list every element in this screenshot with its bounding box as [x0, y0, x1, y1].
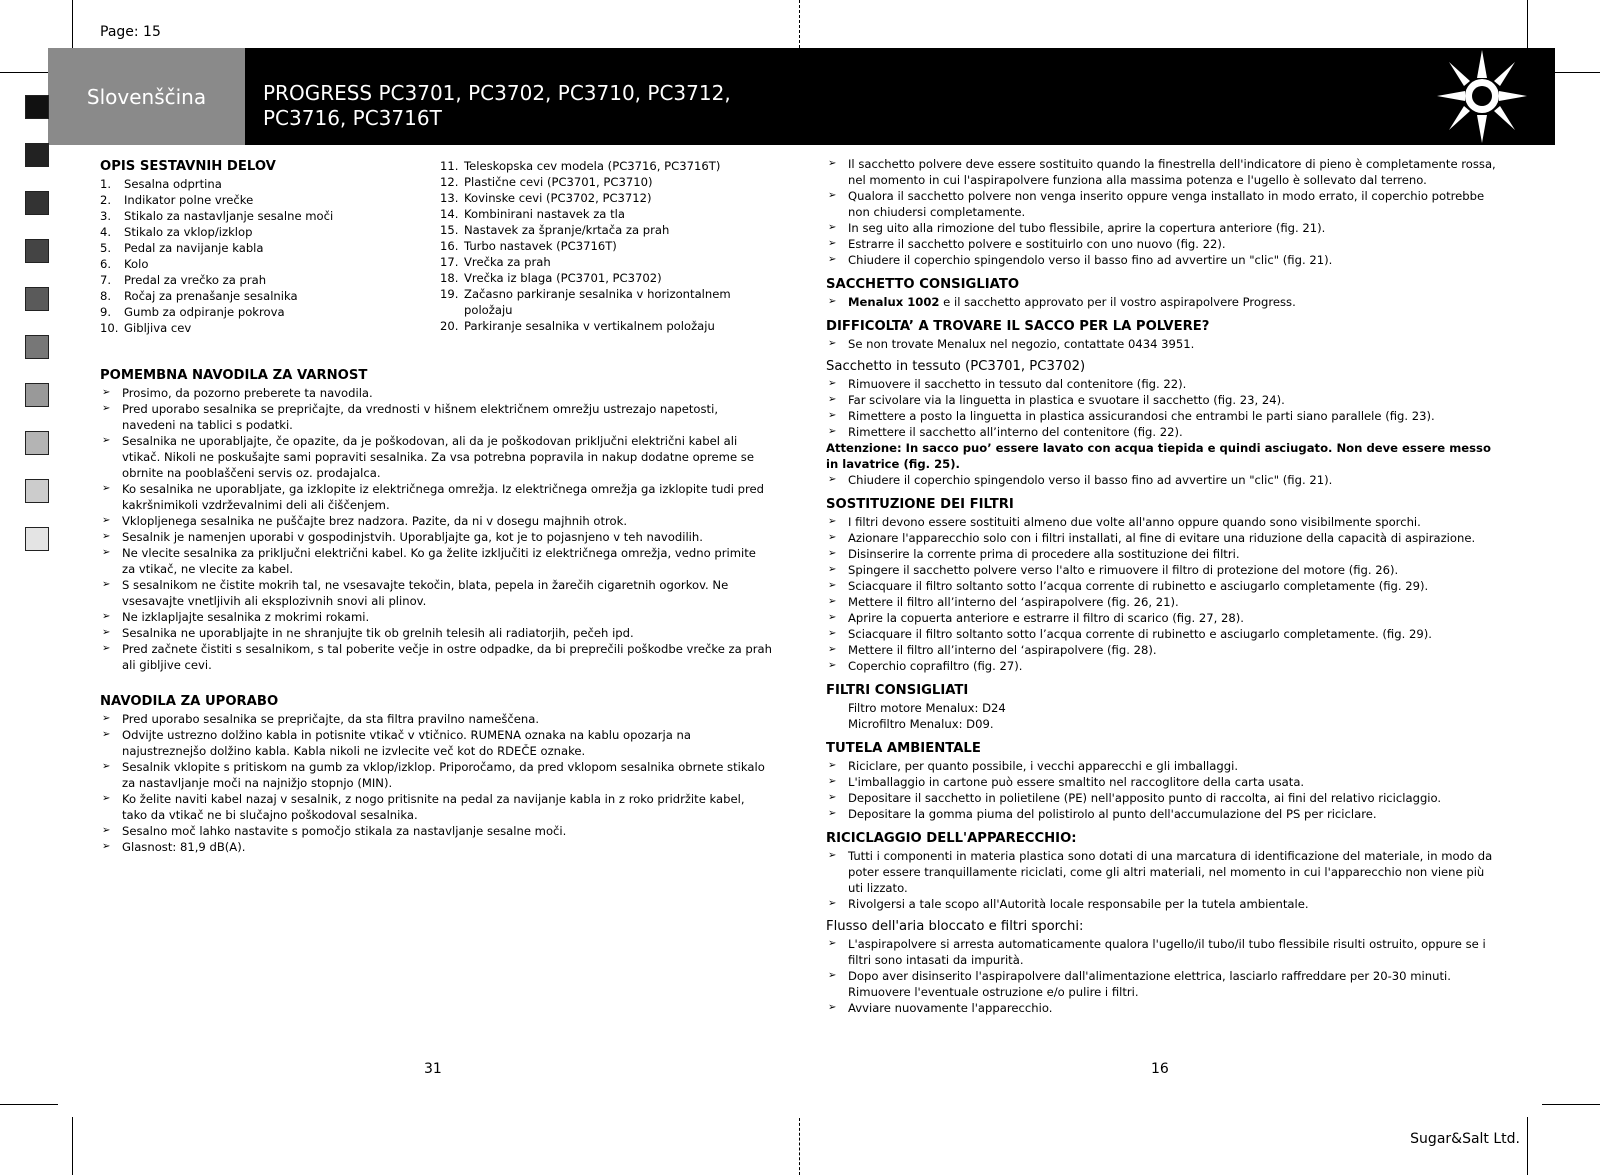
item-text: Gibljiva cev: [124, 321, 192, 335]
item-text: Ročaj za prenašanje sesalnika: [124, 289, 298, 303]
page-number-left: 31: [424, 1061, 442, 1077]
item-number: 4.: [100, 225, 112, 239]
color-swatch: [25, 335, 49, 359]
item-number: 20.: [440, 319, 459, 333]
bullet-item: ➢ Dopo aver disinserito l'aspirapolvere dall'alimentazione elettrica, lasciarlo raffreddare per 20-30 minuti. Rimuovere l'eventuale ostruzione e/o pulire i filtri.: [826, 968, 1496, 1000]
section-heading: OPIS SESTAVNIH DELOV: [100, 159, 276, 174]
bullet-list: [826, 336, 1496, 352]
color-swatch: [25, 431, 49, 455]
bullet-item: ➢ S sesalnikom ne čistite mokrih tal, ne vsesavajte tekočin, blata, pepela in žarečih cigaretnih ogorkov. Ne vsesavajte vnetljivih ali eksplozivnih snovi ali plinov.: [100, 577, 772, 609]
bag-text: e il sacchetto approvato per il vostro aspirapolvere Progress.: [939, 295, 1296, 309]
bullet-item: ➢ Depositare il sacchetto in polietilene (PE) nell'apposito punto di raccolta, ai fini del relativo riciclaggio.: [826, 790, 1496, 806]
item-text: Stikalo za nastavljanje sesalne moči: [124, 209, 334, 223]
bullet-item: ➢ Tutti i componenti in materia plastica sono dotati di una marcatura di identificazione del materiale, in modo da poter essere tranquillamente riciclati, come gli altri materiali, nel momento in cui l'apparecchio non viene più uti lizzato.: [826, 848, 1496, 896]
language-text: Slovenščina: [86, 84, 207, 109]
bullet-item: ➢ Ko sesalnika ne uporabljate, ga izklopite iz električnega omrežja. Iz električnega omrežja ga izklopite tudi pred kakršnimikoli vzdrževalnimi deli ali čiščenjem.: [100, 481, 772, 513]
bullet-item: ➢ Pred uporabo sesalnika se prepričajte, da vrednosti v hišnem električnem omrežju ustrezajo napetosti, navedeni na tablici s podatki.: [100, 401, 772, 433]
crop-mark: [0, 1104, 58, 1105]
section-heading: DIFFICOLTA’ A TROVARE IL SACCO PER LA POLVERE?: [826, 319, 1210, 334]
section-heading: POMEMBNA NAVODILA ZA VARNOST: [100, 368, 368, 383]
color-swatch: [25, 287, 49, 311]
bullet-item: [826, 294, 1496, 310]
list-item: [100, 256, 440, 272]
item-number: 9.: [100, 305, 112, 319]
list-item: [100, 240, 440, 256]
item-text: Kombinirani nastavek za tla: [464, 207, 625, 221]
filter-list: [826, 700, 1496, 732]
bullet-item: ➢ Spingere il sacchetto polvere verso l'alto e rimuovere il filtro di protezione del motore (fig. 26).: [826, 562, 1496, 578]
list-item: [100, 176, 440, 192]
item-text: Vrečka za prah: [464, 255, 551, 269]
language-label: [48, 48, 245, 145]
item-number: 14.: [440, 207, 459, 221]
item-number: 16.: [440, 239, 459, 253]
item-number: 7.: [100, 273, 112, 287]
color-swatch: [25, 95, 49, 119]
list-item: [100, 192, 440, 208]
list-item: [440, 174, 750, 190]
bullet-item: ➢ Ko želite naviti kabel nazaj v sesalnik, z nogo pritisnite na pedal za navijanje kabla in z roko pridržite kabel, tako da vtikač ne bi slučajno poškodoval sesalnika.: [100, 791, 772, 823]
item-text: Pedal za navijanje kabla: [124, 241, 264, 255]
item-text: Začasno parkiranje sesalnika v horizontalnem položaju: [464, 287, 731, 317]
bullet-item: ➢ Far scivolare via la linguetta in plastica e svuotare il sacchetto (fig. 23, 24).: [826, 392, 1496, 408]
bullet-item: ➢ Riciclare, per quanto possibile, i vecchi apparecchi e gli imballaggi.: [826, 758, 1496, 774]
bullet-item: ➢ Sesalnik vklopite s pritiskom na gumb za vklop/izklop. Priporočamo, da pred vklopom sesalnika obrnete stikalo za nastavljanje moči na najnižjo stopnjo (MIN).: [100, 759, 772, 791]
item-number: 12.: [440, 175, 459, 189]
list-item: [440, 270, 750, 286]
center-fold-mark: [799, 0, 800, 48]
item-number: 18.: [440, 271, 459, 285]
bullet-item: ➢ Coperchio coprafiltro (fig. 27).: [826, 658, 1496, 674]
color-swatch: [25, 383, 49, 407]
bullet-item: ➢ Mettere il filtro all’interno del ‘aspirapolvere (fig. 26, 21).: [826, 594, 1496, 610]
color-swatch: [25, 527, 49, 551]
section-heading: Sacchetto in tessuto (PC3701, PC3702): [826, 359, 1086, 374]
section-heading: TUTELA AMBIENTALE: [826, 741, 981, 756]
bullet-item: ➢ Chiudere il coperchio spingendolo verso il basso fino ad avvertire un "clic" (fig. 21).: [826, 252, 1496, 268]
section-heading: NAVODILA ZA UPORABO: [100, 694, 279, 709]
page-number-right: 16: [1151, 1061, 1169, 1077]
bullet-item: ➢ Ne vlecite sesalnika za priključni električni kabel. Ko ga želite izključiti iz električnega omrežja, vedno primite za vtikač, ne vlecite za kabel.: [100, 545, 772, 577]
bullet-list: [826, 848, 1496, 912]
attention-note: Attenzione: In sacco puo’ essere lavato con acqua tiepida e quindi asciugato. Non deve essere messo in lavatrice (fig. 25).: [826, 441, 1491, 471]
bullet-item: ➢ Depositare la gomma piuma del polistirolo al punto dell'accumulazione del PS per riciclare.: [826, 806, 1496, 822]
bullet-item: ➢ Vklopljenega sesalnika ne puščajte brez nadzora. Pazite, da ni v dosegu majhnih otrok.: [100, 513, 772, 529]
list-item: [440, 158, 750, 174]
section-heading: FILTRI CONSIGLIATI: [826, 683, 969, 698]
color-swatch: [25, 479, 49, 503]
item-number: 11.: [440, 159, 459, 173]
crop-mark: [72, 1117, 73, 1175]
color-swatch: [25, 191, 49, 215]
bullet-list: [826, 936, 1496, 1016]
list-item: [100, 304, 440, 320]
bullet-item: ➢ Pred začnete čistiti s sesalnikom, s tal poberite večje in ostre odpadke, da bi preprečili poškodbe vrečke za prah ali gibljive cevi.: [100, 641, 772, 673]
list-item: [100, 272, 440, 288]
bullet-item: ➢ Rimettere il sacchetto all’interno del contenitore (fig. 22).: [826, 424, 1496, 440]
list-item: [100, 208, 440, 224]
item-number: 1.: [100, 177, 112, 191]
item-text: Sesalna odprtina: [124, 177, 222, 191]
bullet-item: ➢ Sesalnika ne uporabljajte, če opazite, da je poškodovan, ali da je poškodovan priključni električni kabel ali vtikač. Nikoli ne poskušajte sami popraviti sesalnika. Za vsa potrebna popravila in nakup dodatne opreme se obrnite na pooblaščeni servis oz. prodajalca.: [100, 433, 772, 481]
bullet-item: ➢ Se non trovate Menalux nel negozio, contattate 0434 3951.: [826, 336, 1496, 352]
bullet-list: [826, 514, 1496, 674]
bullet-item: ➢ Rimuovere il sacchetto in tessuto dal contenitore (fig. 22).: [826, 376, 1496, 392]
page-header: Page: 15: [100, 24, 161, 40]
bullet-item: ➢ Azionare l'apparecchio solo con i filtri installati, al fine di evitare una riduzione della capacità di aspirazione.: [826, 530, 1496, 546]
bullet-item: ➢ Pred uporabo sesalnika se prepričajte, da sta filtra pravilno nameščena.: [100, 711, 772, 727]
item-text: Plastične cevi (PC3701, PC3710): [464, 175, 653, 189]
section-heading: SOSTITUZIONE DEI FILTRI: [826, 497, 1014, 512]
bullet-item: ➢ Estrarre il sacchetto polvere e sostituirlo con uno nuovo (fig. 22).: [826, 236, 1496, 252]
list-item: Filtro motore Menalux: D24: [848, 701, 1006, 715]
item-text: Gumb za odpiranje pokrova: [124, 305, 285, 319]
item-text: Stikalo za vklop/izklop: [124, 225, 253, 239]
bullet-list: [826, 472, 1496, 488]
usage-list: [100, 711, 772, 855]
bullet-item: ➢ Sesalnik je namenjen uporabi v gospodinjstvih. Uporabljajte ga, kot je to pojasnjeno v teh navodilih.: [100, 529, 772, 545]
list-item: [440, 286, 750, 318]
item-text: Vrečka iz blaga (PC3701, PC3702): [464, 271, 662, 285]
list-item: [440, 206, 750, 222]
crop-mark: [1527, 1117, 1528, 1175]
item-text: Turbo nastavek (PC3716T): [464, 239, 617, 253]
parts-list: [440, 158, 750, 336]
item-number: 13.: [440, 191, 459, 205]
section-heading: RICICLAGGIO DELL'APPARECCHIO:: [826, 831, 1077, 846]
footer-company: Sugar&Salt Ltd.: [1410, 1131, 1520, 1147]
bullet-item: ➢ Avviare nuovamente l'apparecchio.: [826, 1000, 1496, 1016]
list-item: Microfiltro Menalux: D09.: [848, 717, 994, 731]
crop-mark: [1542, 1104, 1600, 1105]
item-number: 3.: [100, 209, 112, 223]
parts-list: [100, 176, 440, 336]
bullet-item: ➢ Disinserire la corrente prima di procedere alla sostituzione dei filtri.: [826, 546, 1496, 562]
bag-brand: Menalux 1002: [848, 295, 940, 309]
left-page-parts: [100, 158, 800, 336]
bullet-item: ➢ Sesalno moč lahko nastavite s pomočjo stikala za nastavljanje sesalne moči.: [100, 823, 772, 839]
section-heading: SACCHETTO CONSIGLIATO: [826, 277, 1020, 292]
bullet-list: [826, 376, 1496, 440]
item-number: 5.: [100, 241, 112, 255]
bullet-item: ➢ Ne izklapljajte sesalnika z mokrimi rokami.: [100, 609, 772, 625]
bullet-item: ➢ Sciacquare il filtro soltanto sotto l’acqua corrente di rubinetto e asciugarlo completamente. (fig. 29).: [826, 626, 1496, 642]
item-number: 10.: [100, 321, 119, 335]
sun-logo-icon: [1437, 48, 1527, 145]
item-number: 19.: [440, 287, 459, 301]
item-number: 2.: [100, 193, 112, 207]
color-swatch: [25, 143, 49, 167]
bullet-item: ➢ Mettere il filtro all’interno del ‘aspirapolvere (fig. 28).: [826, 642, 1496, 658]
item-text: Predal za vrečko za prah: [124, 273, 267, 287]
item-text: Kovinske cevi (PC3702, PC3712): [464, 191, 652, 205]
list-item: [440, 318, 750, 334]
page-title: PROGRESS PC3701, PC3702, PC3710, PC3712, PC3716, PC3716T: [263, 81, 731, 130]
item-text: Teleskopska cev modela (PC3716, PC3716T): [464, 159, 721, 173]
list-item: [100, 224, 440, 240]
bullet-item: ➢ L'imballaggio in cartone può essere smaltito nel raccoglitore della carta usata.: [826, 774, 1496, 790]
bullet-item: ➢ Glasnost: 81,9 dB(A).: [100, 839, 772, 855]
bullet-item: ➢ Chiudere il coperchio spingendolo verso il basso fino ad avvertire un "clic" (fig. 21).: [826, 472, 1496, 488]
bullet-list: [826, 156, 1496, 268]
left-page-body: [100, 367, 772, 855]
bullet-item: ➢ Sciacquare il filtro soltanto sotto l’acqua corrente di rubinetto e asciugarlo completamente (fig. 29).: [826, 578, 1496, 594]
bullet-item: ➢ Aprire la copuerta anteriore e estrarre il filtro di scarico (fig. 27, 28).: [826, 610, 1496, 626]
safety-list: [100, 385, 772, 673]
list-item: [440, 190, 750, 206]
section-heading: Flusso dell'aria bloccato e filtri sporchi:: [826, 919, 1084, 934]
list-item: [100, 288, 440, 304]
bullet-item: ➢ Rimettere a posto la linguetta in plastica assicurandosi che entrambi le parti siano parallele (fig. 23).: [826, 408, 1496, 424]
item-text: Indikator polne vrečke: [124, 193, 254, 207]
item-number: 8.: [100, 289, 112, 303]
bullet-item: ➢ In seg uito alla rimozione del tubo flessibile, aprire la copertura anteriore (fig. 21).: [826, 220, 1496, 236]
list-item: [440, 238, 750, 254]
bullet-item: ➢ Il sacchetto polvere deve essere sostituito quando la finestrella dell'indicatore di pieno è completamente rossa, nel momento in cui l'aspirapolvere funziona alla massima potenza e l'ugello è sollevato dal terreno.: [826, 156, 1496, 188]
bullet-item: ➢ I filtri devono essere sostituiti almeno due volte all'anno oppure quando sono visibilmente sporchi.: [826, 514, 1496, 530]
list-item: [440, 222, 750, 238]
item-text: Parkiranje sesalnika v vertikalnem položaju: [464, 319, 715, 333]
center-fold-mark: [799, 1118, 800, 1175]
list-item: [100, 320, 440, 336]
bullet-item: ➢ Sesalnika ne uporabljajte in ne shranjujte tik ob grelnih telesih ali radiatorjih, pečeh ipd.: [100, 625, 772, 641]
item-number: 6.: [100, 257, 112, 271]
item-number: 17.: [440, 255, 459, 269]
item-text: Kolo: [124, 257, 149, 271]
bullet-item: ➢ L'aspirapolvere si arresta automaticamente qualora l'ugello/il tubo/il tubo flessibile risulti ostruito, oppure se i filtri sono intasati da impurità.: [826, 936, 1496, 968]
item-text: Nastavek za špranje/krtača za prah: [464, 223, 670, 237]
bullet-list: [826, 758, 1496, 822]
right-page-body: [826, 156, 1496, 1016]
bullet-item: ➢ Odvijte ustrezno dolžino kabla in potisnite vtikač v vtičnico. RUMENA oznaka na kablu opozarja na najustreznejšo dolžino kabla. Kabla nikoli ne izvlecite več kot do RDEČE oznake.: [100, 727, 772, 759]
list-item: [440, 254, 750, 270]
item-number: 15.: [440, 223, 459, 237]
bullet-item: ➢ Qualora il sacchetto polvere non venga inserito oppure venga installato in modo errato, il coperchio potrebbe non chiudersi completamente.: [826, 188, 1496, 220]
title-bar: [245, 48, 1555, 145]
bullet-item: ➢ Rivolgersi a tale scopo all'Autorità locale responsabile per la tutela ambientale.: [826, 896, 1496, 912]
bullet-item: ➢ Prosimo, da pozorno preberete ta navodila.: [100, 385, 772, 401]
color-swatch: [25, 239, 49, 263]
